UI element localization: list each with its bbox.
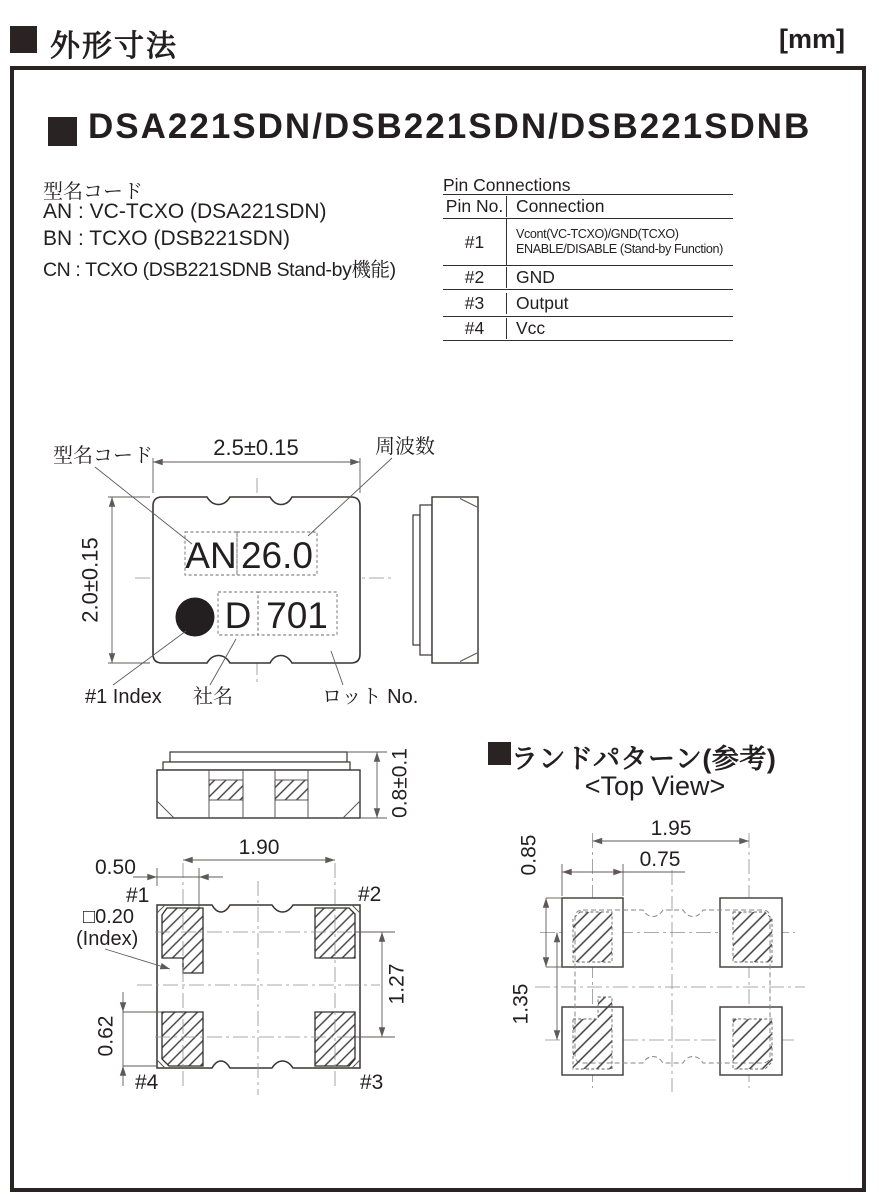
- label-lot: ロット No.: [322, 686, 419, 708]
- pin-no: #2: [464, 267, 485, 287]
- pad-4: [162, 1012, 203, 1066]
- pin3-label: #3: [360, 1071, 384, 1094]
- land-pattern-title: ランドパターン(参考): [511, 744, 777, 774]
- pin-connection: GND: [506, 267, 733, 288]
- marking-company: D: [224, 595, 252, 636]
- pad-hatch: [275, 780, 308, 800]
- table-row: [443, 219, 733, 266]
- pin1-label: #1: [126, 884, 150, 907]
- land-pattern-subtitle: <Top View>: [584, 771, 726, 801]
- dim-pad-pitch-h: 1.90: [238, 836, 280, 859]
- land-pattern-square-icon: [488, 742, 511, 765]
- land-pattern-drawing: [495, 808, 835, 1100]
- dim-pitch-h: 1.95: [650, 817, 692, 840]
- dim-pad-pitch-v: 1.27: [385, 963, 409, 1005]
- label-pin1-index: #1 Index: [85, 686, 162, 708]
- table-row: [443, 317, 733, 341]
- pin-connection: Vcc: [506, 318, 733, 339]
- dim-pad-offset: 0.50: [95, 856, 136, 879]
- pin-table-title: Pin Connections: [443, 175, 733, 195]
- label-company: 社名: [193, 686, 233, 708]
- dim-pad-w: 0.75: [639, 848, 681, 871]
- package-side-profile: [157, 752, 360, 818]
- section-square-icon: [10, 26, 37, 53]
- label-frequency: 周波数: [375, 436, 435, 458]
- marking-frequency: 26.0: [240, 535, 314, 576]
- pin-no: #1: [464, 231, 485, 252]
- pin-connections-table: [443, 175, 733, 341]
- pin-no: #3: [464, 292, 485, 313]
- table-row: [443, 266, 733, 290]
- pin-table-header: [443, 195, 733, 219]
- pin2-label: #2: [358, 883, 382, 906]
- model-code-heading: 型名コード: [43, 181, 143, 203]
- pin4-label: #4: [135, 1071, 159, 1094]
- pad-hatch: [209, 780, 243, 800]
- package-outline: [153, 497, 360, 663]
- package-side-view-right: [413, 497, 478, 663]
- dim-pad-h: 0.85: [517, 834, 541, 876]
- dim-index-size: □0.20: [83, 906, 135, 928]
- pin-col-header: Pin No.: [445, 196, 504, 216]
- package-side-bottom-drawing: [75, 733, 420, 1105]
- marking-lot: 701: [266, 595, 328, 636]
- label-model-code: 型名コード: [53, 445, 153, 467]
- pin1-index-dot: [176, 598, 215, 637]
- pad-hatch: [573, 912, 612, 962]
- package-top-view-drawing: [40, 420, 505, 720]
- package-bottom-view: [157, 905, 360, 1068]
- model-code-bn: BN : TCXO (DSB221SDN): [43, 227, 291, 250]
- dim-pad-height: 0.62: [94, 1015, 118, 1057]
- marking-model-code: AN: [185, 535, 237, 576]
- conn-col-header: Connection: [506, 196, 733, 217]
- dim-pitch-v: 1.35: [509, 983, 533, 1025]
- dim-width: 2.5±0.15: [213, 435, 299, 460]
- dim-thickness: 0.8±0.1: [388, 748, 412, 818]
- model-code-cn: CN : TCXO (DSB221SDNB Stand-by機能): [43, 259, 396, 281]
- unit-label: [mm]: [779, 24, 845, 54]
- pad-hatch: [733, 912, 772, 962]
- pin-no: #4: [464, 318, 485, 338]
- pad-hatch: [733, 1019, 772, 1069]
- pin-connection: Output: [506, 293, 733, 314]
- dim-height: 2.0±0.15: [77, 537, 103, 623]
- page-title: 外形寸法: [50, 30, 178, 63]
- product-title: DSA221SDN/DSB221SDN/DSB221SDNB: [88, 107, 812, 146]
- table-row: [443, 290, 733, 317]
- title-square-icon: [48, 117, 77, 146]
- pin-connection: Vcont(VC-TCXO)/GND(TCXO): [516, 226, 679, 241]
- model-code-an: AN : VC-TCXO (DSA221SDN): [43, 200, 327, 223]
- pin-connection: ENABLE/DISABLE (Stand-by Function): [516, 242, 723, 256]
- dim-index-note: (Index): [76, 928, 139, 950]
